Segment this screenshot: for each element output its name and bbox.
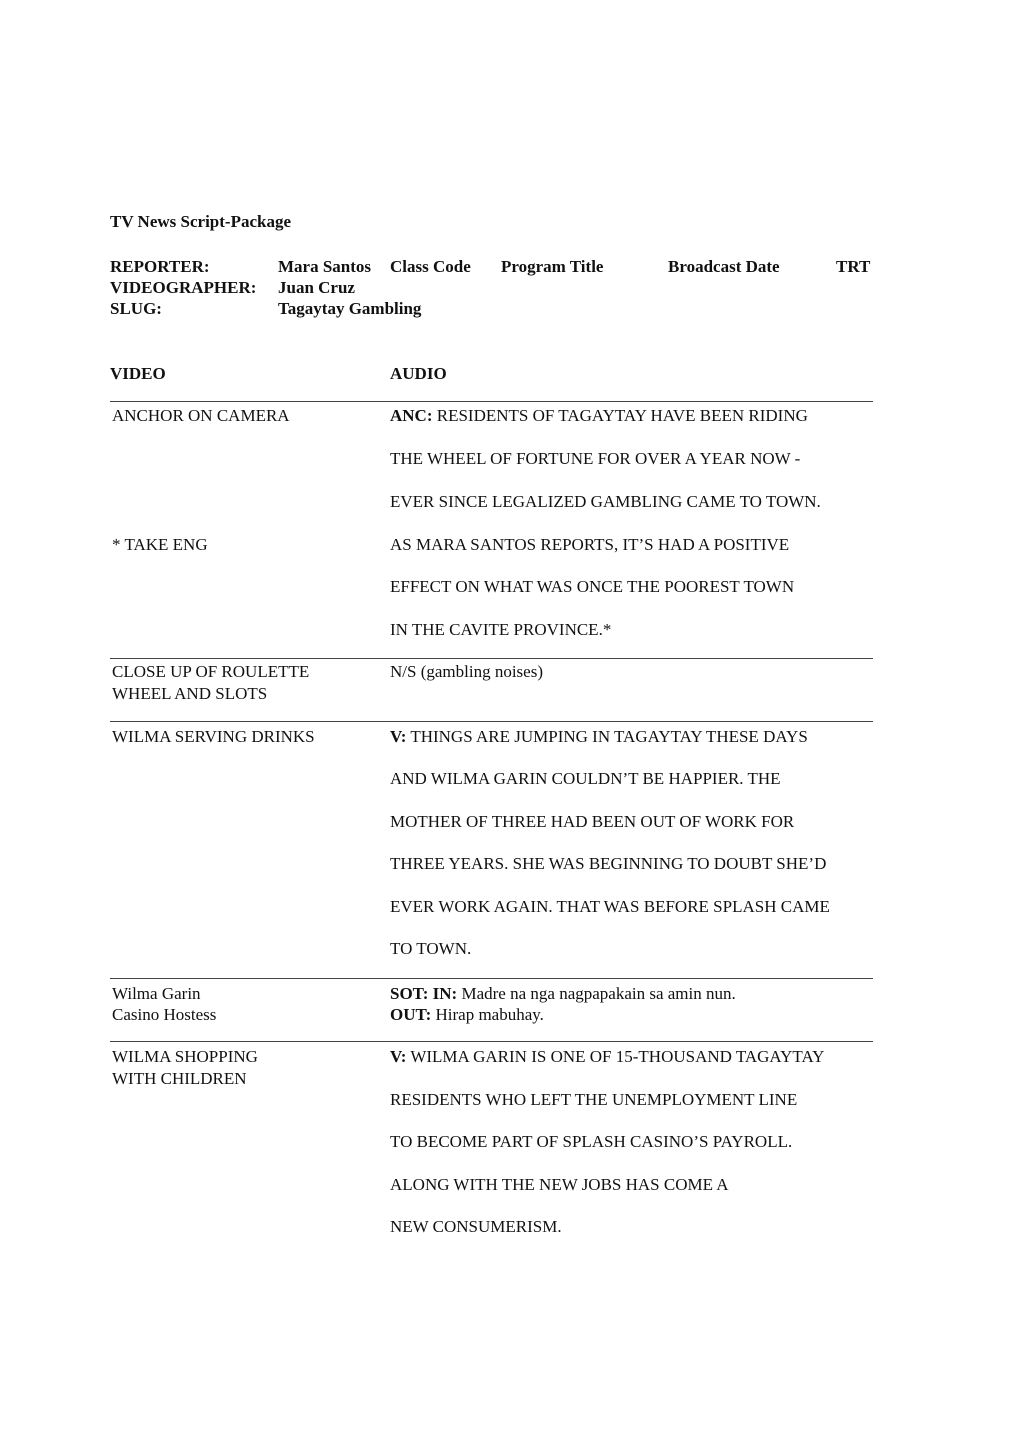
audio-line: IN THE CAVITE PROVINCE.* [390, 620, 612, 639]
segment-divider [110, 978, 873, 979]
audio-line: THE WHEEL OF FORTUNE FOR OVER A YEAR NOW - [390, 449, 801, 468]
audio-line [390, 405, 808, 427]
audio-column-heading: AUDIO [390, 364, 447, 383]
audio-line-text: RESIDENTS OF TAGAYTAY HAVE BEEN RIDING [432, 406, 808, 425]
program-title: Program Title [501, 257, 604, 276]
audio-line: ALONG WITH THE NEW JOBS HAS COME A [390, 1175, 729, 1194]
audio-line: AND WILMA GARIN COULDN’T BE HAPPIER. THE [390, 769, 781, 788]
audio-line: MOTHER OF THREE HAD BEEN OUT OF WORK FOR [390, 812, 795, 831]
audio-line: AS MARA SANTOS REPORTS, IT’S HAD A POSITIVE [390, 535, 790, 554]
trt-label: TRT [836, 257, 871, 276]
audio-line [390, 983, 736, 1005]
video-cue: WILMA SERVING DRINKS [112, 727, 315, 746]
segment-divider [110, 658, 873, 659]
audio-line: THREE YEARS. SHE WAS BEGINNING TO DOUBT SHE’D [390, 854, 827, 873]
audio-line-text: THINGS ARE JUMPING IN TAGAYTAY THESE DAYS [406, 727, 808, 746]
segment-divider [110, 721, 873, 722]
audio-line-text: WILMA GARIN IS ONE OF 15-THOUSAND TAGAYTAY [406, 1047, 825, 1066]
audio-line: EFFECT ON WHAT WAS ONCE THE POOREST TOWN [390, 577, 795, 596]
audio-cue-tag: SOT: IN: [390, 984, 458, 1003]
video-cue: Casino Hostess [112, 1005, 217, 1024]
video-column-heading: VIDEO [110, 364, 166, 383]
audio-line: NEW CONSUMERISM. [390, 1217, 562, 1236]
broadcast-date: Broadcast Date [668, 257, 780, 276]
slug-value: Tagaytay Gambling [278, 299, 422, 318]
audio-line: RESIDENTS WHO LEFT THE UNEMPLOYMENT LINE [390, 1090, 798, 1109]
segment-divider [110, 401, 873, 402]
slug-label: SLUG: [110, 299, 162, 318]
videographer-name: Juan Cruz [278, 278, 355, 297]
audio-line: TO BECOME PART OF SPLASH CASINO’S PAYROLL. [390, 1132, 793, 1151]
audio-line [390, 1046, 824, 1068]
audio-line: N/S (gambling noises) [390, 662, 543, 681]
video-cue: WITH CHILDREN [112, 1069, 247, 1088]
video-cue: CLOSE UP OF ROULETTE [112, 662, 310, 681]
audio-line-text: Hirap mabuhay. [431, 1005, 544, 1024]
audio-line [390, 1004, 544, 1026]
videographer-label: VIDEOGRAPHER: [110, 278, 257, 297]
class-code: Class Code [390, 257, 471, 276]
video-cue: WILMA SHOPPING [112, 1047, 258, 1066]
audio-line [390, 726, 808, 748]
audio-line: EVER SINCE LEGALIZED GAMBLING CAME TO TOWN. [390, 492, 821, 511]
segment-divider [110, 1041, 873, 1042]
audio-cue-tag: OUT: [390, 1005, 432, 1024]
video-cue: ANCHOR ON CAMERA [112, 406, 290, 425]
video-cue: * TAKE ENG [112, 535, 208, 554]
reporter-label: REPORTER: [110, 257, 210, 276]
audio-cue-tag: V: [390, 1047, 407, 1066]
audio-line: EVER WORK AGAIN. THAT WAS BEFORE SPLASH CAME [390, 897, 830, 916]
audio-line-text: Madre na nga nagpapakain sa amin nun. [457, 984, 736, 1003]
video-cue: WHEEL AND SLOTS [112, 684, 268, 703]
audio-line: TO TOWN. [390, 939, 472, 958]
audio-cue-tag: V: [390, 727, 407, 746]
reporter-name: Mara Santos [278, 257, 372, 276]
video-cue: Wilma Garin [112, 984, 201, 1003]
audio-cue-tag: ANC: [390, 406, 433, 425]
page-title: TV News Script-Package [110, 212, 291, 231]
